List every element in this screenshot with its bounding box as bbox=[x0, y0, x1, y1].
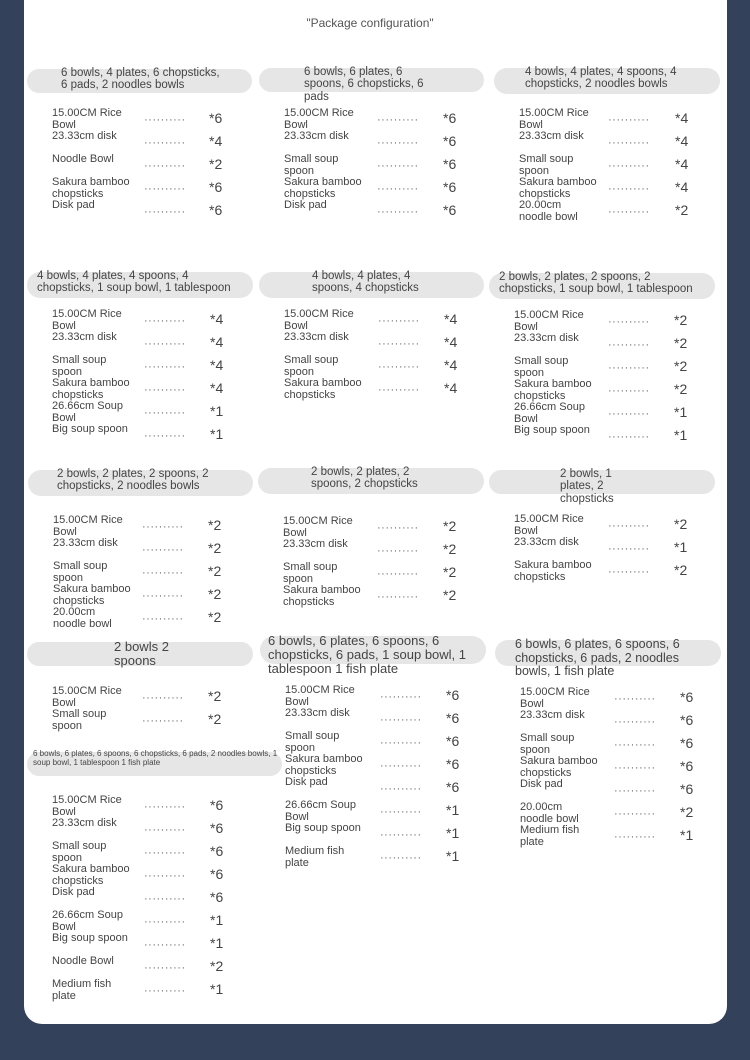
item-name: Medium fish plate bbox=[520, 824, 580, 848]
item-quantity: *6 bbox=[446, 756, 460, 772]
item-name: 20.00cm noodle bowl bbox=[520, 801, 579, 825]
leader-dots bbox=[142, 521, 184, 533]
item-row bbox=[27, 686, 253, 708]
leader-dots bbox=[380, 806, 422, 818]
item-name: Sakura bamboo chopsticks bbox=[52, 377, 130, 401]
item-row bbox=[27, 864, 282, 886]
leader-dots bbox=[377, 591, 419, 603]
item-row bbox=[260, 800, 486, 822]
item-row bbox=[260, 754, 486, 776]
leader-dots bbox=[144, 206, 186, 218]
leader-dots bbox=[380, 852, 422, 864]
item-row bbox=[27, 309, 253, 331]
leader-dots bbox=[608, 160, 650, 172]
leader-dots bbox=[608, 520, 650, 532]
leader-dots bbox=[377, 545, 419, 557]
item-quantity: *6 bbox=[446, 733, 460, 749]
item-quantity: *4 bbox=[444, 357, 458, 373]
item-quantity: *2 bbox=[443, 564, 457, 580]
item-name: 23.33cm disk bbox=[52, 331, 117, 343]
leader-dots bbox=[144, 137, 186, 149]
item-row bbox=[495, 802, 721, 824]
item-name: Sakura bamboo chopsticks bbox=[52, 863, 130, 887]
item-quantity: *1 bbox=[674, 427, 688, 443]
item-name: 15.00CM Rice Bowl bbox=[52, 107, 122, 131]
item-name: 15.00CM Rice Bowl bbox=[285, 684, 355, 708]
item-name: 23.33cm disk bbox=[519, 130, 584, 142]
item-row bbox=[489, 379, 715, 401]
item-quantity: *6 bbox=[443, 179, 457, 195]
item-row bbox=[259, 154, 484, 176]
package-header-text: 6 bowls, 6 plates, 6 spoons, 6 chopsticks, 6 pads, 1 soup bowl, 1 tablespoon 1 fish plate bbox=[268, 633, 467, 677]
leader-dots bbox=[378, 361, 420, 373]
package-header-text: 6 bowls, 6 plates, 6 spoons, 6 chopsticks, 6 pads, 2 noodles bowls, 1 fish plate bbox=[515, 637, 680, 678]
item-row bbox=[27, 355, 253, 377]
item-name: 26.66cm Soup Bowl bbox=[52, 400, 123, 424]
leader-dots bbox=[380, 737, 422, 749]
item-name: 26.66cm Soup Bowl bbox=[52, 909, 123, 933]
item-row bbox=[260, 685, 486, 707]
item-quantity: *1 bbox=[674, 404, 688, 420]
item-row bbox=[489, 356, 715, 378]
item-quantity: *6 bbox=[443, 133, 457, 149]
package-header-text: 2 bowls, 1 plates, 2 chopsticks bbox=[560, 468, 614, 505]
leader-dots bbox=[614, 808, 656, 820]
item-quantity: *6 bbox=[680, 735, 694, 751]
leader-dots bbox=[144, 114, 186, 126]
item-name: Sakura bamboo chopsticks bbox=[52, 176, 130, 200]
leader-dots bbox=[144, 801, 186, 813]
item-row bbox=[27, 956, 282, 978]
leader-dots bbox=[144, 985, 186, 997]
item-quantity: *6 bbox=[443, 110, 457, 126]
leader-dots bbox=[144, 338, 186, 350]
item-name: Small soup spoon bbox=[285, 730, 340, 754]
item-row bbox=[28, 584, 253, 606]
leader-dots bbox=[608, 408, 650, 420]
item-quantity: *1 bbox=[210, 912, 224, 928]
item-quantity: *6 bbox=[209, 110, 223, 126]
item-row bbox=[259, 355, 484, 377]
item-name: Small soup spoon bbox=[53, 560, 108, 584]
item-quantity: *6 bbox=[680, 781, 694, 797]
item-quantity: *4 bbox=[210, 334, 224, 350]
item-quantity: *4 bbox=[210, 380, 224, 396]
item-name: 23.33cm disk bbox=[52, 130, 117, 142]
item-row bbox=[27, 424, 253, 446]
package-header-text: 4 bowls, 4 plates, 4 spoons, 4 chopsticks bbox=[312, 270, 419, 295]
leader-dots bbox=[144, 315, 186, 327]
item-name: Disk pad bbox=[285, 776, 328, 788]
leader-dots bbox=[608, 543, 650, 555]
item-name: 15.00CM Rice Bowl bbox=[52, 794, 122, 818]
item-quantity: *2 bbox=[208, 688, 222, 704]
item-quantity: *4 bbox=[675, 133, 689, 149]
item-quantity: *1 bbox=[674, 539, 688, 555]
leader-dots bbox=[144, 183, 186, 195]
package-header-text: 6 bowls, 6 plates, 6 spoons, 6 chopsticks, 6 pads, 2 noodles bowls, 1 soup bowl, 1 tablespoon 1 fish plate bbox=[33, 749, 278, 767]
item-row bbox=[489, 310, 715, 332]
item-row bbox=[27, 401, 253, 423]
item-quantity: *6 bbox=[210, 889, 224, 905]
item-name: Big soup spoon bbox=[514, 424, 590, 436]
leader-dots bbox=[144, 916, 186, 928]
leader-dots bbox=[608, 137, 650, 149]
item-row bbox=[27, 709, 253, 731]
item-quantity: *4 bbox=[675, 110, 689, 126]
item-row bbox=[495, 687, 721, 709]
leader-dots bbox=[377, 522, 419, 534]
leader-dots bbox=[608, 362, 650, 374]
leader-dots bbox=[377, 114, 419, 126]
item-name: 15.00CM Rice Bowl bbox=[52, 308, 122, 332]
item-name: Small soup spoon bbox=[284, 354, 339, 378]
item-name: Small soup spoon bbox=[52, 354, 107, 378]
package-header-text: 6 bowls, 4 plates, 6 chopsticks, 6 pads, 2 noodles bowls bbox=[61, 67, 220, 92]
item-row bbox=[27, 933, 282, 955]
item-name: Sakura bamboo chopsticks bbox=[284, 176, 362, 200]
item-name: 23.33cm disk bbox=[284, 130, 349, 142]
leader-dots bbox=[377, 183, 419, 195]
leader-dots bbox=[378, 338, 420, 350]
item-name: 26.66cm Soup Bowl bbox=[514, 401, 585, 425]
item-name: 15.00CM Rice Bowl bbox=[514, 513, 584, 537]
item-quantity: *6 bbox=[680, 712, 694, 728]
item-row bbox=[494, 154, 720, 176]
item-row bbox=[28, 515, 253, 537]
item-row bbox=[260, 777, 486, 799]
item-row bbox=[27, 332, 253, 354]
item-name: 23.33cm disk bbox=[52, 817, 117, 829]
leader-dots bbox=[144, 962, 186, 974]
item-name: 23.33cm disk bbox=[520, 709, 585, 721]
item-name: 15.00CM Rice Bowl bbox=[284, 107, 354, 131]
leader-dots bbox=[608, 114, 650, 126]
item-row bbox=[259, 177, 484, 199]
item-row bbox=[259, 332, 484, 354]
item-name: Disk pad bbox=[284, 199, 327, 211]
item-name: Small soup spoon bbox=[283, 561, 338, 585]
item-quantity: *2 bbox=[208, 586, 222, 602]
item-row bbox=[27, 818, 282, 840]
leader-dots bbox=[608, 385, 650, 397]
item-name: 15.00CM Rice Bowl bbox=[284, 308, 354, 332]
item-row bbox=[260, 846, 486, 868]
leader-dots bbox=[142, 567, 184, 579]
leader-dots bbox=[144, 870, 186, 882]
item-name: Small soup spoon bbox=[284, 153, 339, 177]
item-quantity: *2 bbox=[443, 518, 457, 534]
package-header-text: 2 bowls 2 spoons bbox=[114, 639, 169, 669]
item-name: Sakura bamboo chopsticks bbox=[284, 377, 362, 401]
item-row bbox=[495, 710, 721, 732]
item-quantity: *1 bbox=[210, 981, 224, 997]
item-row bbox=[27, 887, 282, 909]
item-quantity: *6 bbox=[446, 779, 460, 795]
item-quantity: *6 bbox=[443, 156, 457, 172]
item-name: 15.00CM Rice Bowl bbox=[283, 515, 353, 539]
item-name: Small soup spoon bbox=[514, 355, 569, 379]
leader-dots bbox=[377, 160, 419, 172]
item-name: 26.66cm Soup Bowl bbox=[285, 799, 356, 823]
item-quantity: *6 bbox=[210, 797, 224, 813]
item-name: 23.33cm disk bbox=[53, 537, 118, 549]
item-name: Sakura bamboo chopsticks bbox=[520, 755, 598, 779]
item-row bbox=[258, 562, 484, 584]
item-row bbox=[489, 425, 715, 447]
item-row bbox=[260, 708, 486, 730]
leader-dots bbox=[378, 384, 420, 396]
item-quantity: *6 bbox=[680, 758, 694, 774]
item-row bbox=[28, 538, 253, 560]
item-row bbox=[259, 108, 484, 130]
item-name: Noodle Bowl bbox=[52, 955, 114, 967]
item-quantity: *2 bbox=[680, 804, 694, 820]
item-quantity: *4 bbox=[444, 311, 458, 327]
item-name: Sakura bamboo chopsticks bbox=[283, 584, 361, 608]
item-name: Sakura bamboo chopsticks bbox=[519, 176, 597, 200]
item-name: 20.00cm noodle bowl bbox=[519, 199, 578, 223]
item-quantity: *1 bbox=[210, 426, 224, 442]
item-quantity: *2 bbox=[674, 335, 688, 351]
item-name: Sakura bamboo chopsticks bbox=[514, 559, 592, 583]
item-quantity: *2 bbox=[208, 563, 222, 579]
item-name: Disk pad bbox=[52, 886, 95, 898]
item-quantity: *1 bbox=[680, 827, 694, 843]
item-quantity: *2 bbox=[674, 516, 688, 532]
item-name: Small soup spoon bbox=[52, 708, 107, 732]
package-header-text: 2 bowls, 2 plates, 2 spoons, 2 chopsticks, 1 soup bowl, 1 tablespoon bbox=[499, 271, 693, 296]
item-quantity: *2 bbox=[443, 541, 457, 557]
item-quantity: *2 bbox=[674, 312, 688, 328]
item-row bbox=[494, 131, 720, 153]
item-quantity: *4 bbox=[444, 380, 458, 396]
item-quantity: *1 bbox=[446, 848, 460, 864]
item-name: Sakura bamboo chopsticks bbox=[514, 378, 592, 402]
item-name: Sakura bamboo chopsticks bbox=[53, 583, 131, 607]
leader-dots bbox=[144, 407, 186, 419]
item-quantity: *6 bbox=[443, 202, 457, 218]
item-name: Noodle Bowl bbox=[52, 153, 114, 165]
item-row bbox=[27, 378, 253, 400]
item-quantity: *1 bbox=[446, 802, 460, 818]
leader-dots bbox=[608, 183, 650, 195]
page-title: "Package configuration" bbox=[306, 16, 434, 30]
item-quantity: *4 bbox=[675, 179, 689, 195]
item-row bbox=[258, 585, 484, 607]
item-row bbox=[27, 979, 282, 1001]
item-quantity: *4 bbox=[210, 311, 224, 327]
item-quantity: *2 bbox=[443, 587, 457, 603]
item-row bbox=[27, 200, 252, 222]
item-row bbox=[258, 516, 484, 538]
item-row bbox=[27, 910, 282, 932]
item-row bbox=[27, 177, 252, 199]
item-row bbox=[259, 131, 484, 153]
package-header-text: 4 bowls, 4 plates, 4 spoons, 4 chopsticks, 2 noodles bowls bbox=[525, 66, 677, 91]
item-name: Small soup spoon bbox=[519, 153, 574, 177]
item-name: 23.33cm disk bbox=[284, 331, 349, 343]
item-row bbox=[494, 200, 720, 222]
item-name: 23.33cm disk bbox=[514, 332, 579, 344]
item-quantity: *2 bbox=[674, 381, 688, 397]
item-quantity: *2 bbox=[208, 517, 222, 533]
leader-dots bbox=[614, 831, 656, 843]
package-header-text: 2 bowls, 2 plates, 2 spoons, 2 chopsticks bbox=[311, 466, 418, 491]
item-row bbox=[489, 402, 715, 424]
item-name: Small soup spoon bbox=[520, 732, 575, 756]
leader-dots bbox=[142, 544, 184, 556]
item-row bbox=[494, 177, 720, 199]
item-row bbox=[260, 823, 486, 845]
item-quantity: *2 bbox=[675, 202, 689, 218]
item-row bbox=[489, 333, 715, 355]
leader-dots bbox=[142, 590, 184, 602]
leader-dots bbox=[614, 716, 656, 728]
item-name: Sakura bamboo chopsticks bbox=[285, 753, 363, 777]
item-row bbox=[259, 200, 484, 222]
leader-dots bbox=[144, 939, 186, 951]
item-name: Disk pad bbox=[52, 199, 95, 211]
item-row bbox=[495, 825, 721, 847]
item-name: 15.00CM Rice Bowl bbox=[520, 686, 590, 710]
item-name: 23.33cm disk bbox=[283, 538, 348, 550]
leader-dots bbox=[608, 206, 650, 218]
item-name: Small soup spoon bbox=[52, 840, 107, 864]
leader-dots bbox=[614, 762, 656, 774]
item-row bbox=[27, 795, 282, 817]
item-quantity: *6 bbox=[210, 866, 224, 882]
item-name: 15.00CM Rice Bowl bbox=[519, 107, 589, 131]
item-quantity: *6 bbox=[209, 202, 223, 218]
item-row bbox=[259, 378, 484, 400]
leader-dots bbox=[380, 714, 422, 726]
leader-dots bbox=[378, 315, 420, 327]
item-quantity: *6 bbox=[210, 843, 224, 859]
item-quantity: *6 bbox=[446, 710, 460, 726]
item-row bbox=[495, 779, 721, 801]
item-quantity: *2 bbox=[208, 711, 222, 727]
leader-dots bbox=[144, 893, 186, 905]
leader-dots bbox=[144, 824, 186, 836]
package-header-text: 4 bowls, 4 plates, 4 spoons, 4 chopsticks, 1 soup bowl, 1 tablespoon bbox=[37, 270, 231, 295]
item-row bbox=[259, 309, 484, 331]
item-quantity: *4 bbox=[444, 334, 458, 350]
leader-dots bbox=[144, 430, 186, 442]
item-name: Disk pad bbox=[520, 778, 563, 790]
item-quantity: *6 bbox=[446, 687, 460, 703]
leader-dots bbox=[608, 566, 650, 578]
leader-dots bbox=[142, 692, 184, 704]
item-quantity: *4 bbox=[675, 156, 689, 172]
leader-dots bbox=[380, 691, 422, 703]
leader-dots bbox=[380, 760, 422, 772]
leader-dots bbox=[144, 160, 186, 172]
item-quantity: *2 bbox=[209, 156, 223, 172]
item-quantity: *2 bbox=[674, 562, 688, 578]
item-name: Medium fish plate bbox=[52, 978, 112, 1002]
item-name: Big soup spoon bbox=[52, 932, 128, 944]
item-row bbox=[27, 108, 252, 130]
item-row bbox=[28, 561, 253, 583]
item-row bbox=[489, 514, 715, 536]
item-quantity: *6 bbox=[680, 689, 694, 705]
item-quantity: *4 bbox=[210, 357, 224, 373]
leader-dots bbox=[144, 384, 186, 396]
item-row bbox=[27, 154, 252, 176]
item-row bbox=[489, 560, 715, 582]
item-quantity: *4 bbox=[209, 133, 223, 149]
item-quantity: *1 bbox=[446, 825, 460, 841]
item-quantity: *2 bbox=[208, 540, 222, 556]
item-name: Big soup spoon bbox=[285, 822, 361, 834]
item-row bbox=[494, 108, 720, 130]
item-row bbox=[27, 131, 252, 153]
item-row bbox=[258, 539, 484, 561]
leader-dots bbox=[144, 847, 186, 859]
leader-dots bbox=[377, 568, 419, 580]
item-quantity: *2 bbox=[210, 958, 224, 974]
item-row bbox=[495, 733, 721, 755]
leader-dots bbox=[142, 715, 184, 727]
item-quantity: *1 bbox=[210, 403, 224, 419]
leader-dots bbox=[377, 137, 419, 149]
leader-dots bbox=[614, 739, 656, 751]
item-row bbox=[28, 607, 253, 629]
leader-dots bbox=[380, 829, 422, 841]
item-row bbox=[489, 537, 715, 559]
item-row bbox=[27, 841, 282, 863]
item-name: 15.00CM Rice Bowl bbox=[514, 309, 584, 333]
item-quantity: *6 bbox=[210, 820, 224, 836]
item-row bbox=[495, 756, 721, 778]
item-name: 15.00CM Rice Bowl bbox=[53, 514, 123, 538]
item-name: Big soup spoon bbox=[52, 423, 128, 435]
leader-dots bbox=[377, 206, 419, 218]
item-name: Medium fish plate bbox=[285, 845, 345, 869]
item-name: 15.00CM Rice Bowl bbox=[52, 685, 122, 709]
item-quantity: *2 bbox=[208, 609, 222, 625]
item-row bbox=[260, 731, 486, 753]
leader-dots bbox=[142, 613, 184, 625]
leader-dots bbox=[608, 339, 650, 351]
leader-dots bbox=[608, 431, 650, 443]
package-header-text: 2 bowls, 2 plates, 2 spoons, 2 chopsticks, 2 noodles bowls bbox=[57, 468, 209, 493]
leader-dots bbox=[614, 785, 656, 797]
leader-dots bbox=[614, 693, 656, 705]
item-quantity: *6 bbox=[209, 179, 223, 195]
package-header-text: 6 bowls, 6 plates, 6 spoons, 6 chopsticks, 6 pads bbox=[304, 66, 424, 103]
item-name: 23.33cm disk bbox=[285, 707, 350, 719]
leader-dots bbox=[608, 316, 650, 328]
item-quantity: *2 bbox=[674, 358, 688, 374]
leader-dots bbox=[380, 783, 422, 795]
item-quantity: *1 bbox=[210, 935, 224, 951]
item-name: 23.33cm disk bbox=[514, 536, 579, 548]
leader-dots bbox=[144, 361, 186, 373]
item-name: 20.00cm noodle bowl bbox=[53, 606, 112, 630]
